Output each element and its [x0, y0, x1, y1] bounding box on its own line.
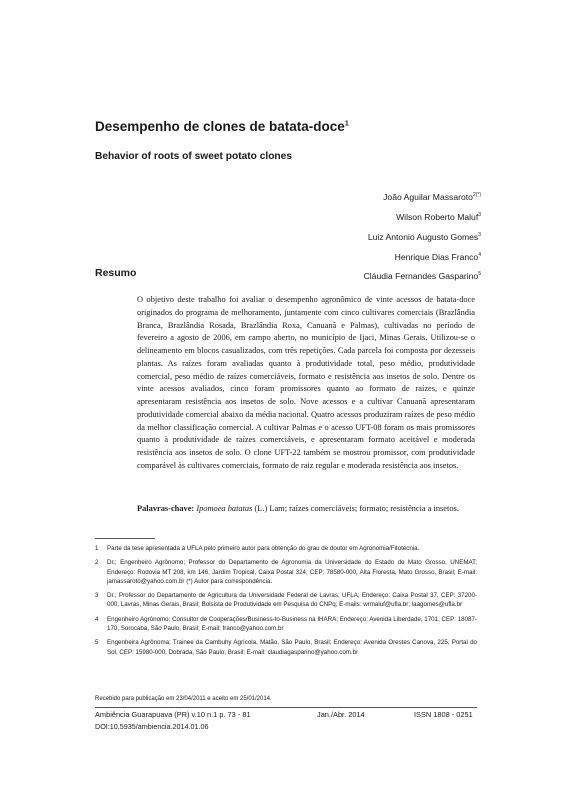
journal-issue-date: Jan./Abr. 2014	[317, 710, 365, 719]
journal-citation: Ambiência Guarapuava (PR) v.10 n.1 p. 73 - 81	[95, 710, 251, 719]
author-name: Henrique Dias Franco	[394, 251, 479, 262]
footnote-text: Dr.; Engenheiro Agrônomo; Professor do Departamento de Agronomia da Universidade do Estado de Mato Grosso, UNEMAT; Endereço: Rodovia MT 208, km 146, Jardim Tropical, Caixa Postal 324, CEP: 78580-000, Alta Floresta, Mato Grosso, Brasil; E-mail: jamassaroto@yahoo.com.br (*) Autor para correspondência.	[107, 559, 477, 585]
author-affiliation-marker: 5	[478, 271, 481, 278]
article-title	[95, 119, 349, 134]
author	[181, 226, 481, 246]
footnote-number: 1	[95, 545, 99, 552]
footnote-text: Dr.; Professor do Departamento de Agricultura da Universidade Federal de Lavras, UFLA; Endereço: Caixa Postal 37, CEP: 37200-000, Lavras, Minas Gerais, Brasil; Bolsista de Produtividade em Pesquisa do CNPq; E-mails: wrmaluf@ufla.br; laagomes@ufla.br	[107, 592, 477, 609]
journal-issn: ISSN 1808 - 0251	[414, 710, 473, 719]
footnote	[95, 591, 477, 610]
author-affiliation-marker: 3	[478, 211, 481, 218]
footnote-number: 2	[95, 559, 99, 567]
footnote	[95, 544, 477, 553]
english-title: Behavior of roots of sweet potato clones	[95, 151, 292, 162]
author	[181, 246, 481, 266]
footnote-text: Engenheira Agrônoma; Trainee da Cambuhy Agrícola, Matão, São Paulo, Brasil; Endereço: Avenida Orestes Canova, 225, Portal do Sol, CEP: 15980-000, Dobrada, São Paulo, Brasil; E-mail: claudiagasparino@yahoo.com.br	[107, 639, 477, 656]
author	[181, 186, 481, 206]
author-affiliation-marker: 3	[478, 231, 481, 238]
footnote-text: Parte da tese apresentada à UFLA pelo primeiro autor para obtenção do grau de doutor em Agronomia/Fitotecnia.	[107, 545, 420, 552]
author-affiliation-marker: 2(*)	[472, 192, 481, 198]
keywords-species: Ipomoea batatas	[196, 504, 253, 513]
journal-divider	[95, 707, 477, 708]
abstract-heading: Resumo	[95, 267, 137, 279]
footnote-divider	[95, 538, 155, 539]
abstract-text: O objetivo deste trabalho foi avaliar o desempenho agronômico de vinte acessos de batata-doce originados do programa de melhoramento, juntamente com cinco cultivares comerciais (Brazlândia Branca, Brazlândia Rosada, Brazlândia Roxa, Canuanã e Palmas), cultivadas no período de fevereiro a agosto de 2006, em campo aberto, no município de Ijaci, Minas Gerais. Utilizou-se o delineamento em blocos casualizados, com três repetições. Cada parcela foi composta por dezesseis plantas. As raízes foram avaliadas quanto à produtividade total, peso médio, produtividade comercial, peso médio de raízes comerciáveis, formato e resistência aos insetos de solo. Dentre os vinte acessos avaliados, cinco foram promissores quanto ao formato de raízes, e quinze apresentaram resistência aos insetos de solo. Nove acessos e a cultivar Canuanã apresentaram produtividade comercial abaixo da média nacional. Quatro acessos produziram raízes de peso médio da melhor classificação comercial. A cultivar Palmas e o acesso UFT-08 foram os mais promissores quanto à produtividade de raízes comerciáveis, e apresentaram formato aceitável e moderada resistência aos insetos de solo. O clone UFT-22 também se mostrou promissor, com produtividade comparável às cultivares comerciais, formato de raiz regular e moderada resistência aos insetos.	[137, 295, 475, 470]
footnote-number: 4	[95, 615, 99, 623]
footnotes	[95, 544, 477, 662]
title-text: Desempenho de clones de batata-doce	[95, 119, 345, 134]
author-affiliation-marker: 4	[478, 251, 481, 258]
doi: DOI:10.5935/ambiencia.2014.01.06	[95, 722, 209, 731]
received-date: Recebido para publicação em 23/04/2011 e aceito em 25/01/2014.	[95, 696, 272, 702]
keywords-list: (L.) Lam; raízes comerciáveis; formato; resistência a insetos.	[252, 504, 459, 513]
author-name: João Aguilar Massaroto	[383, 191, 473, 202]
footnote	[95, 558, 477, 586]
keywords	[137, 503, 475, 516]
title-footnote-marker: 1	[344, 120, 349, 128]
author-name: Luiz Antonio Augusto Gomes	[367, 231, 479, 242]
author-name: Cláudia Fernandes Gasparino	[363, 271, 479, 282]
footnote	[95, 615, 477, 634]
author-name: Wilson Roberto Maluf	[396, 211, 479, 222]
author-list	[181, 186, 481, 285]
author	[181, 206, 481, 226]
footnote-number: 3	[95, 592, 99, 600]
footnote-number: 5	[95, 639, 99, 647]
keywords-label: Palavras-chave:	[137, 504, 195, 513]
footnote	[95, 638, 477, 657]
footnote-text: Engenheiro Agrônomo; Consultor de Cooperações/Business-to-Business na IHARA; Endereço: Avenida Liberdade, 1701, CEP: 18087-170, Sorocaba, São Paulo, Brasil; E-mail: franco@yahoo.com.br	[107, 615, 477, 633]
author	[181, 265, 481, 285]
